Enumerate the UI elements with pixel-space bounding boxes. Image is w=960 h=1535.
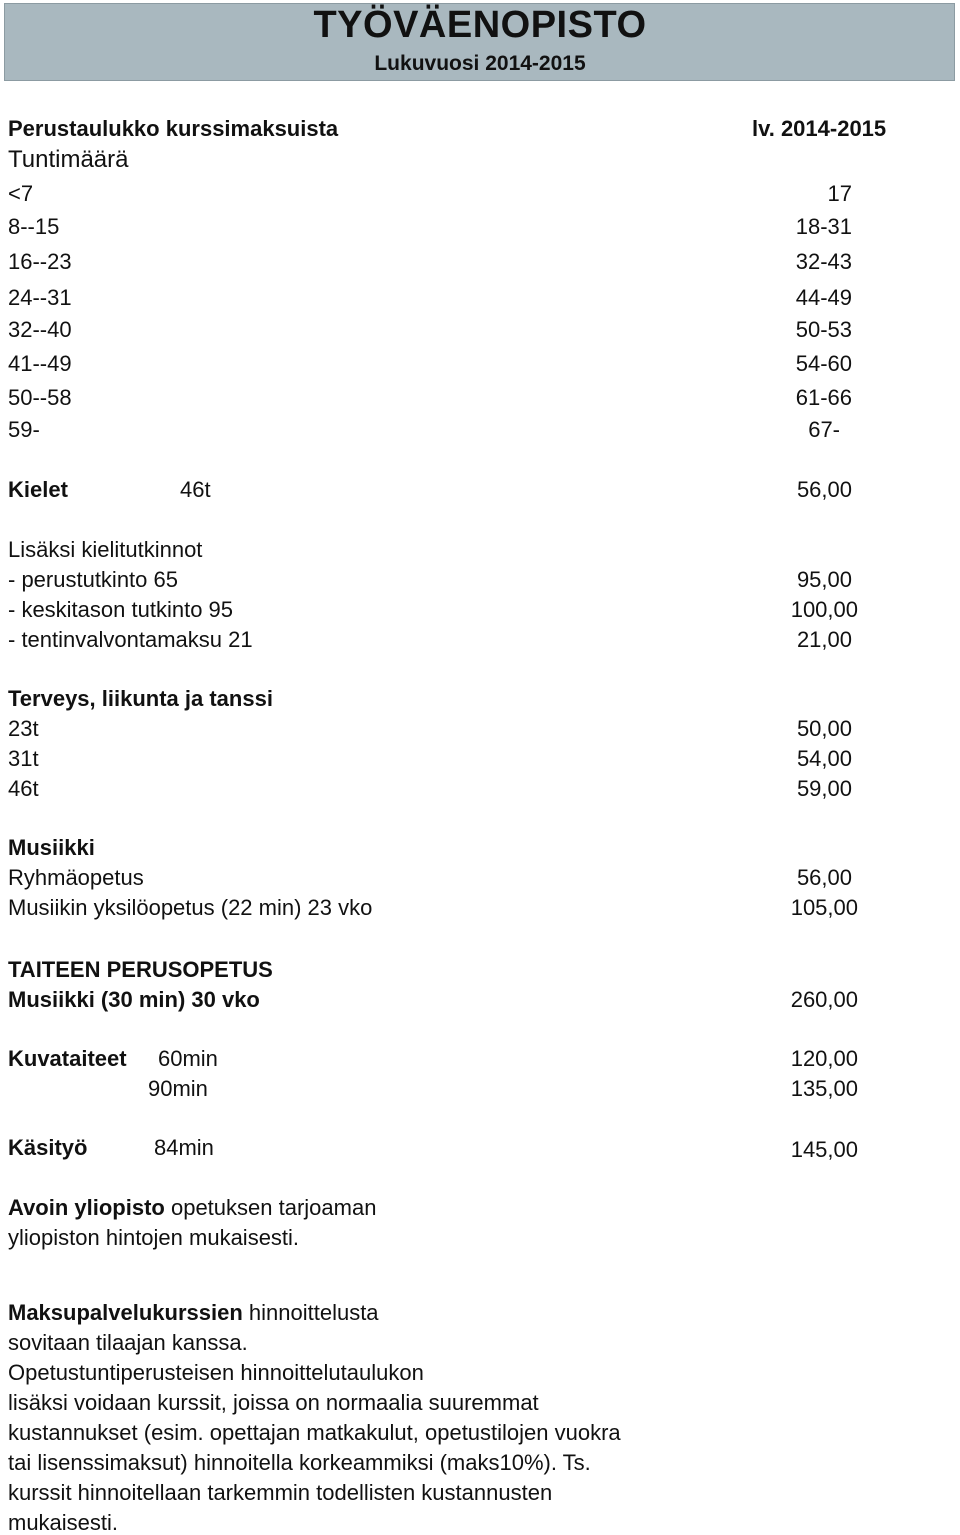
kasityo-duration: 84min xyxy=(154,1135,214,1160)
hour-value: 50-53 xyxy=(795,317,852,342)
hour-value: 61-66 xyxy=(795,385,852,410)
hour-range: 8--15 xyxy=(8,214,60,239)
hour-range: 50--58 xyxy=(8,385,72,410)
avoin-rest: opetuksen tarjoaman xyxy=(164,1195,377,1220)
avoin-line-2: yliopiston hintojen mukaisesti. xyxy=(8,1225,300,1250)
table-heading: Perustaulukko kurssimaksuista xyxy=(8,116,339,141)
hour-range: 16--23 xyxy=(8,249,72,274)
terveys-price: 50,00 xyxy=(796,716,852,741)
taiteen-musiikki-price: 260,00 xyxy=(790,987,858,1012)
kielitutkinto-price: 100,00 xyxy=(790,597,858,622)
kuvataiteet-label: Kuvataiteet xyxy=(8,1046,127,1071)
terveys-price: 59,00 xyxy=(796,776,852,801)
kielitutkinto-label: - tentinvalvontamaksu 21 xyxy=(8,627,253,652)
hour-range: 59- xyxy=(8,417,40,442)
maksupalvelu-line: lisäksi voidaan kurssit, joissa on normaalia suuremmat xyxy=(8,1390,539,1415)
kielitutkinto-price: 95,00 xyxy=(796,567,852,592)
taiteen-musiikki-label: Musiikki (30 min) 30 vko xyxy=(8,987,260,1012)
kielet-label: Kielet xyxy=(8,477,68,502)
maksupalvelu-line: mukaisesti. xyxy=(8,1510,119,1535)
kielitutkinto-label: - keskitason tutkinto 95 xyxy=(8,597,234,622)
hour-range: 24--31 xyxy=(8,285,72,310)
hour-range: 32--40 xyxy=(8,317,72,342)
terveys-hours: 23t xyxy=(8,716,39,741)
maksupalvelu-bold: Maksupalvelukurssien xyxy=(8,1300,243,1325)
year-label: lv. 2014-2015 xyxy=(752,116,887,141)
musiikki-price: 105,00 xyxy=(790,895,858,920)
page-title: TYÖVÄENOPISTO xyxy=(313,4,647,46)
kielet-price: 56,00 xyxy=(796,477,852,502)
page-subtitle: Lukuvuosi 2014-2015 xyxy=(374,52,586,75)
kielet-hours: 46t xyxy=(180,477,211,502)
terveys-price: 54,00 xyxy=(796,746,852,771)
kielitutkinnot-heading: Lisäksi kielitutkinnot xyxy=(8,537,203,562)
hour-value: 44-49 xyxy=(795,285,852,310)
kasityo-price: 145,00 xyxy=(790,1137,858,1162)
hour-range: 41--49 xyxy=(8,351,72,376)
avoin-line-1 xyxy=(8,1197,376,1219)
taiteen-heading: TAITEEN PERUSOPETUS xyxy=(8,957,273,982)
maksupalvelu-line: kustannukset (esim. opettajan matkakulut, opetustilojen vuokra xyxy=(8,1420,621,1445)
musiikki-heading: Musiikki xyxy=(8,835,95,860)
maksupalvelu-line: Opetustuntiperusteisen hinnoittelutaulukon xyxy=(8,1360,424,1385)
maksupalvelu-line: sovitaan tilaajan kanssa. xyxy=(8,1330,248,1355)
kuvataiteet-duration: 60min xyxy=(158,1046,218,1071)
kuvataiteet-price: 135,00 xyxy=(790,1076,858,1101)
terveys-hours: 31t xyxy=(8,746,39,771)
kasityo-label: Käsityö xyxy=(8,1135,88,1160)
kielitutkinto-price: 21,00 xyxy=(796,627,852,652)
terveys-hours: 46t xyxy=(8,776,39,801)
hour-value: 18-31 xyxy=(795,214,852,239)
musiikki-price: 56,00 xyxy=(796,865,852,890)
maksupalvelu-line: tai lisenssimaksut) hinnoitella korkeammiksi (maks10%). Ts. xyxy=(8,1450,591,1475)
maksupalvelu-line: kurssit hinnoitellaan tarkemmin todellisten kustannusten xyxy=(8,1480,553,1505)
kielitutkinto-label: - perustutkinto 65 xyxy=(8,567,178,592)
musiikki-label: Musiikin yksilöopetus (22 min) 23 vko xyxy=(8,895,373,920)
hours-label: Tuntimäärä xyxy=(8,146,129,173)
kuvataiteet-duration: 90min xyxy=(148,1076,208,1101)
musiikki-label: Ryhmäopetus xyxy=(8,865,144,890)
maksupalvelu-rest: hinnoittelusta xyxy=(242,1300,379,1325)
terveys-heading: Terveys, liikunta ja tanssi xyxy=(8,686,273,711)
hour-value: 54-60 xyxy=(795,351,852,376)
kuvataiteet-price: 120,00 xyxy=(790,1046,858,1071)
hour-value: 17 xyxy=(827,181,852,206)
hour-value: 32-43 xyxy=(795,249,852,274)
avoin-bold: Avoin yliopisto xyxy=(8,1195,165,1220)
maksupalvelu-line-1 xyxy=(8,1302,379,1324)
hour-value: 67- xyxy=(808,417,840,442)
hour-range: <7 xyxy=(8,181,34,206)
